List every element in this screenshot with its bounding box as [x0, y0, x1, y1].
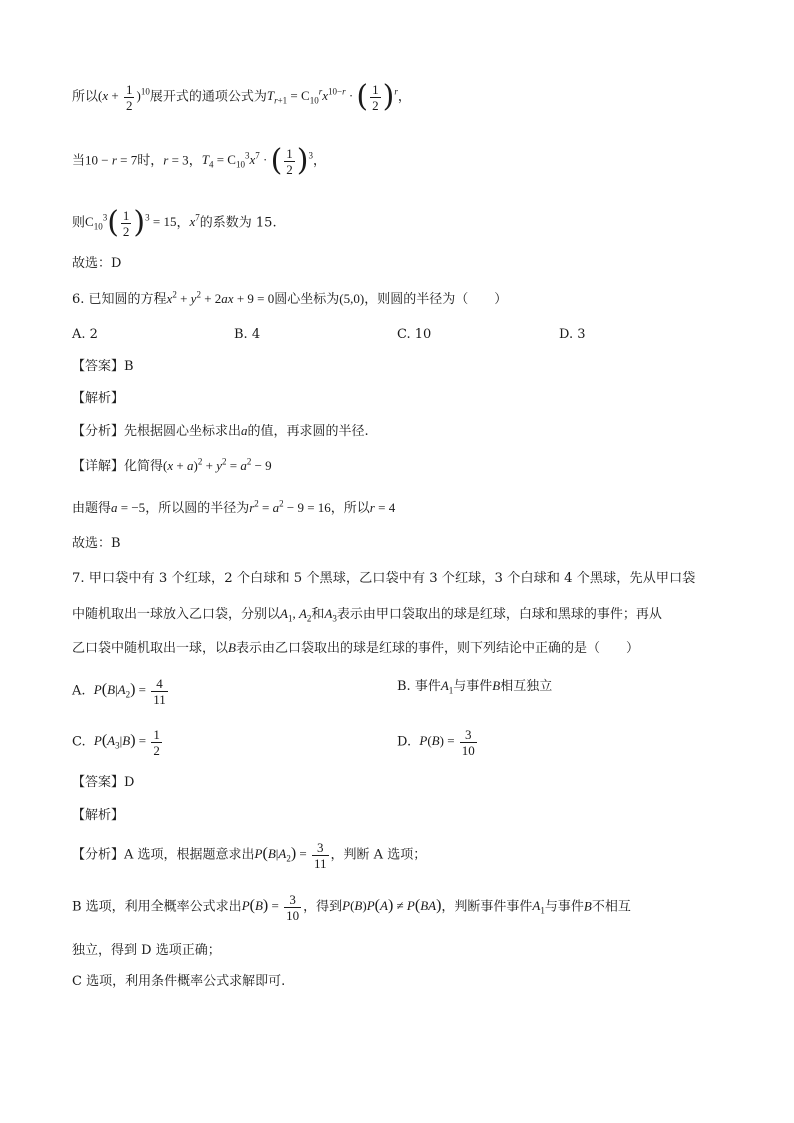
- tag: 【分析】: [72, 424, 125, 439]
- formula-a-value: a = −5: [111, 500, 146, 515]
- formula-independence-check: P(B)P(A) ≠ P(BA): [342, 897, 442, 915]
- formula-general-term: $T_{r+1} = C_{10}^rx^{10-r}$ · ( $\frac{1}{2}$ )$^r$: [266, 79, 398, 115]
- question-7-line-1: 7. 甲口袋中有 3 个红球，2 个白球和 5 个黑球，乙口袋中有 3 个红球，3 个白球和 4 个黑球，先从甲口袋: [72, 571, 696, 586]
- q6-option-d: D. 3: [559, 327, 586, 342]
- text: B. 事件: [397, 679, 441, 694]
- text: 所以: [72, 89, 99, 105]
- q6-answer: 【答案】B: [72, 359, 134, 374]
- text: 化简得: [124, 459, 164, 474]
- formula-binomial: (x + $\frac{1}{2}$ )$^{10}$: [98, 82, 150, 113]
- text: ，: [397, 89, 411, 105]
- text: 与事件: [453, 679, 493, 694]
- question-7-line-3: [72, 638, 639, 659]
- solve-r-line: 当10 − r = 7时，r = 3，$T_4 = C_{10}^3x^7$ · ( $\frac{1}{2}$ )$^3$，: [72, 143, 327, 179]
- q7-fenxi: [72, 840, 426, 871]
- q6-option-c: C. 10: [397, 327, 432, 342]
- formula-a1-a2: $A_1$, $A_2$: [280, 606, 312, 624]
- text: ，所以: [330, 501, 370, 516]
- formula-option-d: P(B) = $\frac{3}{10}$: [419, 727, 475, 758]
- text: ，: [176, 215, 190, 231]
- formula-a3: $A_3$: [324, 606, 337, 624]
- text: 不相互: [591, 899, 631, 915]
- q6-option-b: B. 4: [234, 327, 261, 342]
- label: C.: [72, 734, 86, 750]
- formula-radius-square: $r^2 = a^2 - 9 = 16$: [249, 498, 331, 515]
- text: 表示由乙口袋取出的球是红球的事件，则下列结论中正确的是（ ）: [235, 641, 639, 656]
- formula-option-a: $P(B|A_2)$ = $\frac{4}{11}$: [93, 676, 166, 707]
- center-point: (5,0): [339, 291, 365, 306]
- q7-analysis-heading: 【解析】: [72, 808, 125, 823]
- q7-option-b-analysis-cont: 独立，得到 D 选项正确；: [72, 943, 221, 958]
- event-b: B: [492, 678, 501, 693]
- q7-answer: 【答案】D: [72, 775, 135, 790]
- tag: 【详解】: [72, 459, 125, 474]
- text: B 选项，利用全概率公式求出: [72, 899, 242, 915]
- text: 时，: [137, 153, 164, 169]
- q7-option-b-analysis: [72, 892, 631, 923]
- text: 表示由甲口袋取出的球是红球，白球和黑球的事件；再从: [336, 607, 662, 622]
- q6-choice: 故选：B: [72, 536, 121, 551]
- formula-standard-form: $(x + a)^2 + y^2 = a^2 - 9$: [163, 456, 272, 473]
- formula-condition: 10 − r = 7: [85, 152, 138, 168]
- text: 的系数为 15.: [199, 215, 277, 231]
- event-b: B: [228, 640, 236, 655]
- text: ，则圆的半径为（ ）: [364, 292, 508, 307]
- event-b: B: [583, 898, 592, 914]
- text: 当: [72, 153, 86, 169]
- q6-analysis-heading: 【解析】: [72, 391, 125, 406]
- question-6-stem: [72, 289, 507, 310]
- label: D.: [397, 734, 412, 750]
- text: 与事件: [544, 899, 584, 915]
- formula-r-value: r = 3: [163, 152, 189, 168]
- q7-option-b: [397, 676, 552, 697]
- q6-option-a: A. 2: [72, 327, 98, 342]
- text: ，判断 A 选项；: [330, 847, 427, 863]
- q7-option-d: [397, 727, 479, 758]
- q6-fenxi: [72, 421, 369, 442]
- q6-result: [72, 498, 395, 519]
- text: 中随机取出一球放入乙口袋，分别以: [72, 607, 281, 622]
- text: 的值，再求圆的半径.: [247, 424, 369, 439]
- formula-p-b: P(B) = $\frac{3}{10}$: [241, 892, 300, 923]
- choice-q5: 故选：D: [72, 256, 122, 271]
- binomial-general-term-line: [72, 79, 411, 115]
- q7-option-c: [72, 727, 164, 758]
- formula-x7: $x^7$: [189, 213, 200, 230]
- text: 和: [311, 607, 325, 622]
- text: 展开式的通项公式为: [149, 89, 267, 105]
- q7-option-a: [72, 676, 170, 707]
- formula-a1: $A_1$: [440, 678, 454, 696]
- formula-option-c: $P(A_3|B)$ = $\frac{1}{2}$: [93, 727, 160, 758]
- text: ，所以圆的半径为: [145, 501, 250, 516]
- q7-option-c-analysis: C 选项，利用条件概率公式求解即可.: [72, 974, 286, 989]
- text: ，: [313, 153, 327, 169]
- coefficient-line: [72, 205, 277, 241]
- formula-coefficient: $C_{10}^3$( $\frac{1}{2}$ )$^3$ = 15: [85, 205, 177, 241]
- formula-p-b-a2: $P(B|A_2)$ = $\frac{3}{11}$: [254, 840, 327, 871]
- variable: a: [241, 423, 248, 438]
- text: 先根据圆心坐标求出: [124, 424, 242, 439]
- label: A.: [72, 683, 86, 699]
- tag: 【分析】: [72, 847, 125, 863]
- formula-radius: r = 4: [369, 500, 396, 515]
- q6-xiangjie: [72, 456, 272, 477]
- text: 则: [72, 215, 86, 231]
- text: ，判断事件事件: [441, 899, 533, 915]
- formula-a1: $A_1$: [532, 898, 545, 917]
- question-7-line-2: [72, 604, 662, 625]
- text: 相互独立: [500, 679, 553, 694]
- text: A 选项，根据题意求出: [124, 847, 255, 863]
- text: ，得到: [303, 899, 343, 915]
- text: 圆心坐标为: [274, 292, 340, 307]
- formula-t4: $T_4 = C_{10}^3x^7$ · ( $\frac{1}{2}$ )$^3$: [201, 143, 314, 179]
- formula-circle-equation: $x^2 + y^2 + 2ax + 9 = 0$: [166, 289, 275, 306]
- text: 6. 已知圆的方程: [72, 292, 167, 307]
- text: 由题得: [72, 501, 112, 516]
- text: 乙口袋中随机取出一球，以: [72, 641, 229, 656]
